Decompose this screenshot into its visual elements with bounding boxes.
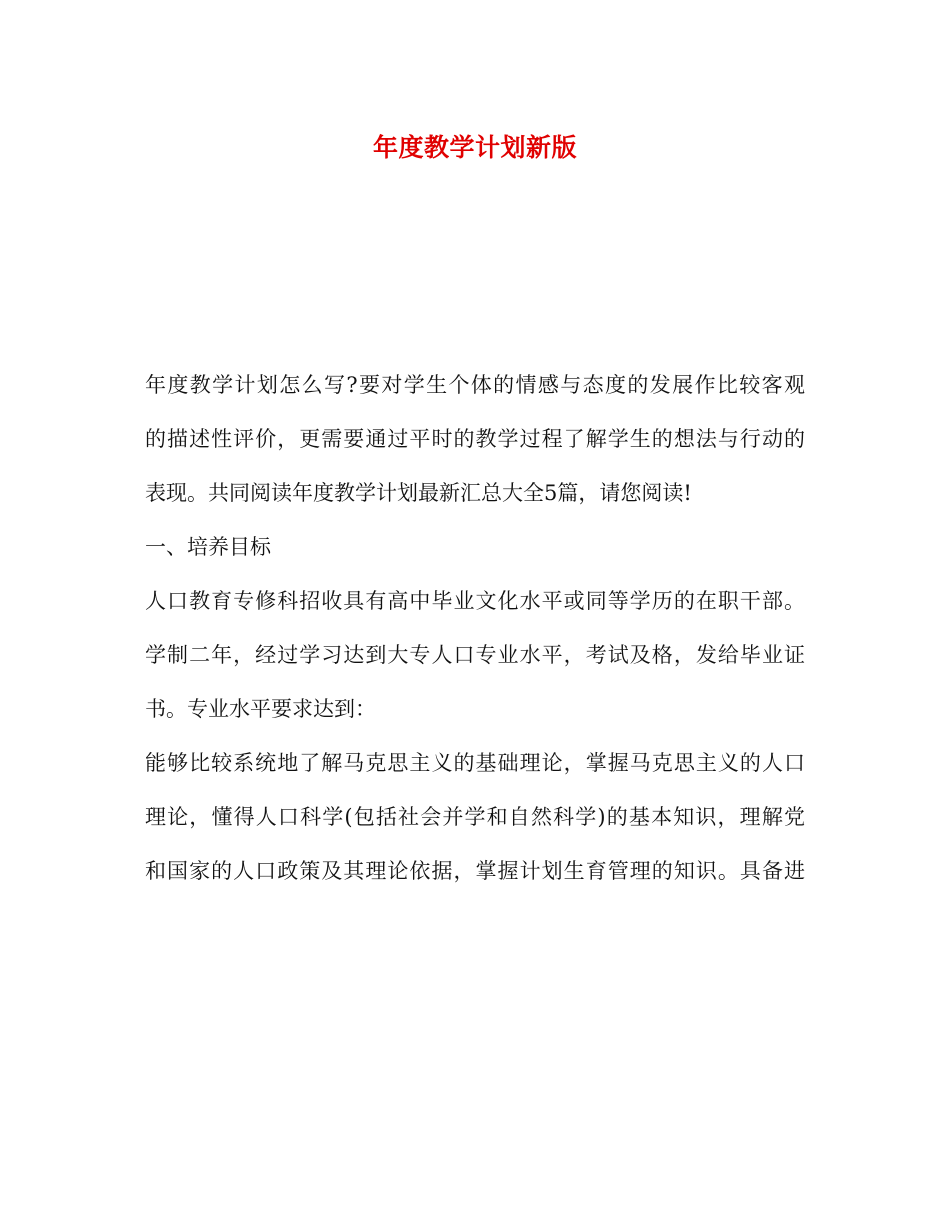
paragraph-line-9: 理论，懂得人口科学(包括社会并学和自然科学)的基本知识，理解党 — [145, 805, 805, 829]
paragraph-line-3: 表现。共同阅读年度教学计划最新汇总大全5篇，请您阅读! — [145, 481, 692, 505]
document-title: 年度教学计划新版 — [372, 133, 577, 162]
paragraph-line-1: 年度教学计划怎么写?要对学生个体的情感与态度的发展作比较客观 — [145, 373, 805, 397]
paragraph-line-2: 的描述性评价，更需要通过平时的教学过程了解学生的想法与行动的 — [145, 427, 805, 451]
document-body — [145, 358, 805, 898]
paragraph-line-6: 学制二年，经过学习达到大专人口专业水平，考试及格，发给毕业证 — [145, 643, 805, 667]
paragraph-line-10: 和国家的人口政策及其理论依据，掌握计划生育管理的知识。具备进 — [145, 859, 805, 883]
paragraph-line-5: 人口教育专修科招收具有高中毕业文化水平或同等学历的在职干部。 — [145, 589, 805, 613]
paragraph-line-8: 能够比较系统地了解马克思主义的基础理论，掌握马克思主义的人口 — [145, 751, 805, 775]
paragraph-line-7: 书。专业水平要求达到： — [145, 697, 376, 721]
section-heading: 一、培养目标 — [145, 535, 271, 559]
